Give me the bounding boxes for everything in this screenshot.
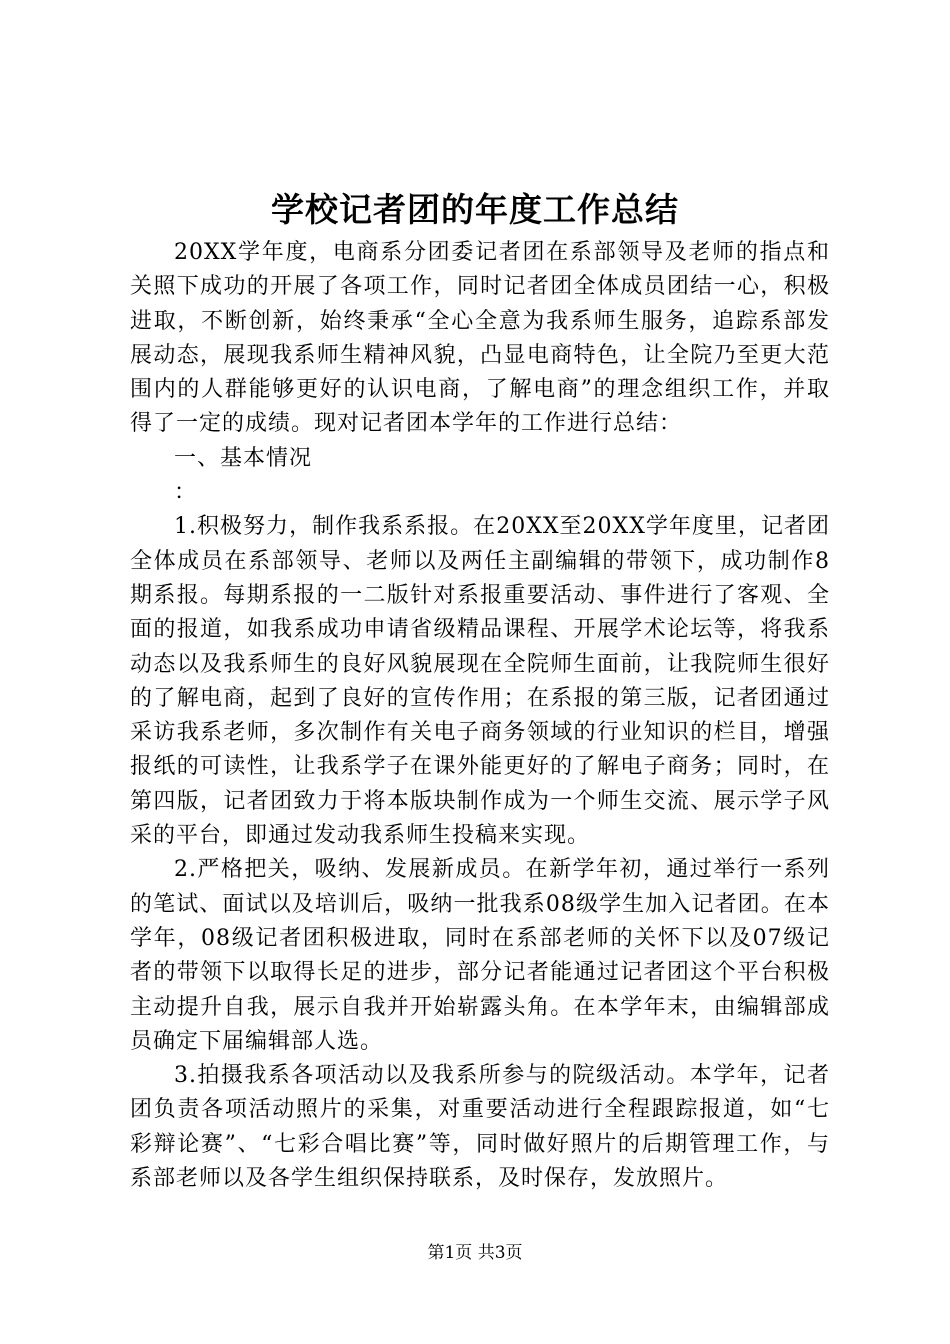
colon-line: ： [174, 480, 198, 506]
list-item: 3.拍摄我系各项活动以及我系所参与的院级活动。本学年，记者团负责各项活动照片的采集，对重要活动进行全程跟踪报道，如“七彩辩论赛”、“七彩合唱比赛”等，同时做好照片的后期管理工作，与系部老师以及各学生组织保持联系，及时保存，发放照片。 [130, 1063, 830, 1192]
document-title: 学校记者团的年度工作总结 [271, 190, 679, 229]
intro-paragraph: 20XX学年度，电商系分团委记者团在系部领导及老师的指点和关照下成功的开展了各项工作，同时记者团全体成员团结一心，积极进取，不断创新，始终秉承“全心全意为我系师生服务，追踪系部发展动态，展现我系师生精神风貌，凸显电商特色，让全院乃至更大范围内的人群能够更好的认识电商，了解电商”的理念组织工作，并取得了一定的成绩。现对记者团本学年的工作进行总结： [130, 240, 830, 437]
document-body [130, 236, 830, 1196]
list-item: 2.严格把关，吸纳、发展新成员。在新学年初，通过举行一系列的笔试、面试以及培训后，吸纳一批我系08级学生加入记者团。在本学年，08级记者团积极进取，同时在系部老师的关怀下以及07级记者的带领下以取得长足的进步，部分记者能通过记者团这个平台积极主动提升自我，展示自我并开始崭露头角。在本学年末，由编辑部成员确定下届编辑部人选。 [130, 857, 830, 1054]
section-heading: 一、基本情况 [174, 445, 313, 471]
page-footer: 第1页 共3页 [427, 1243, 523, 1263]
list-item: 1.积极努力，制作我系系报。在20XX至20XX学年度里，记者团全体成员在系部领导、老师以及两任主副编辑的带领下，成功制作8期系报。每期系报的一二版针对系报重要活动、事件进行了客观、全面的报道，如我系成功申请省级精品课程、开展学术论坛等，将我系动态以及我系师生的良好风貌展现在全院师生面前，让我院师生很好的了解电商，起到了良好的宣传作用；在系报的第三版，记者团通过采访我系老师，多次制作有关电子商务领域的行业知识的栏目，增强报纸的可读性，让我系学子在课外能更好的了解电子商务；同时，在第四版，记者团致力于将本版块制作成为一个师生交流、展示学子风采的平台，即通过发动我系师生投稿来实现。 [130, 514, 830, 849]
